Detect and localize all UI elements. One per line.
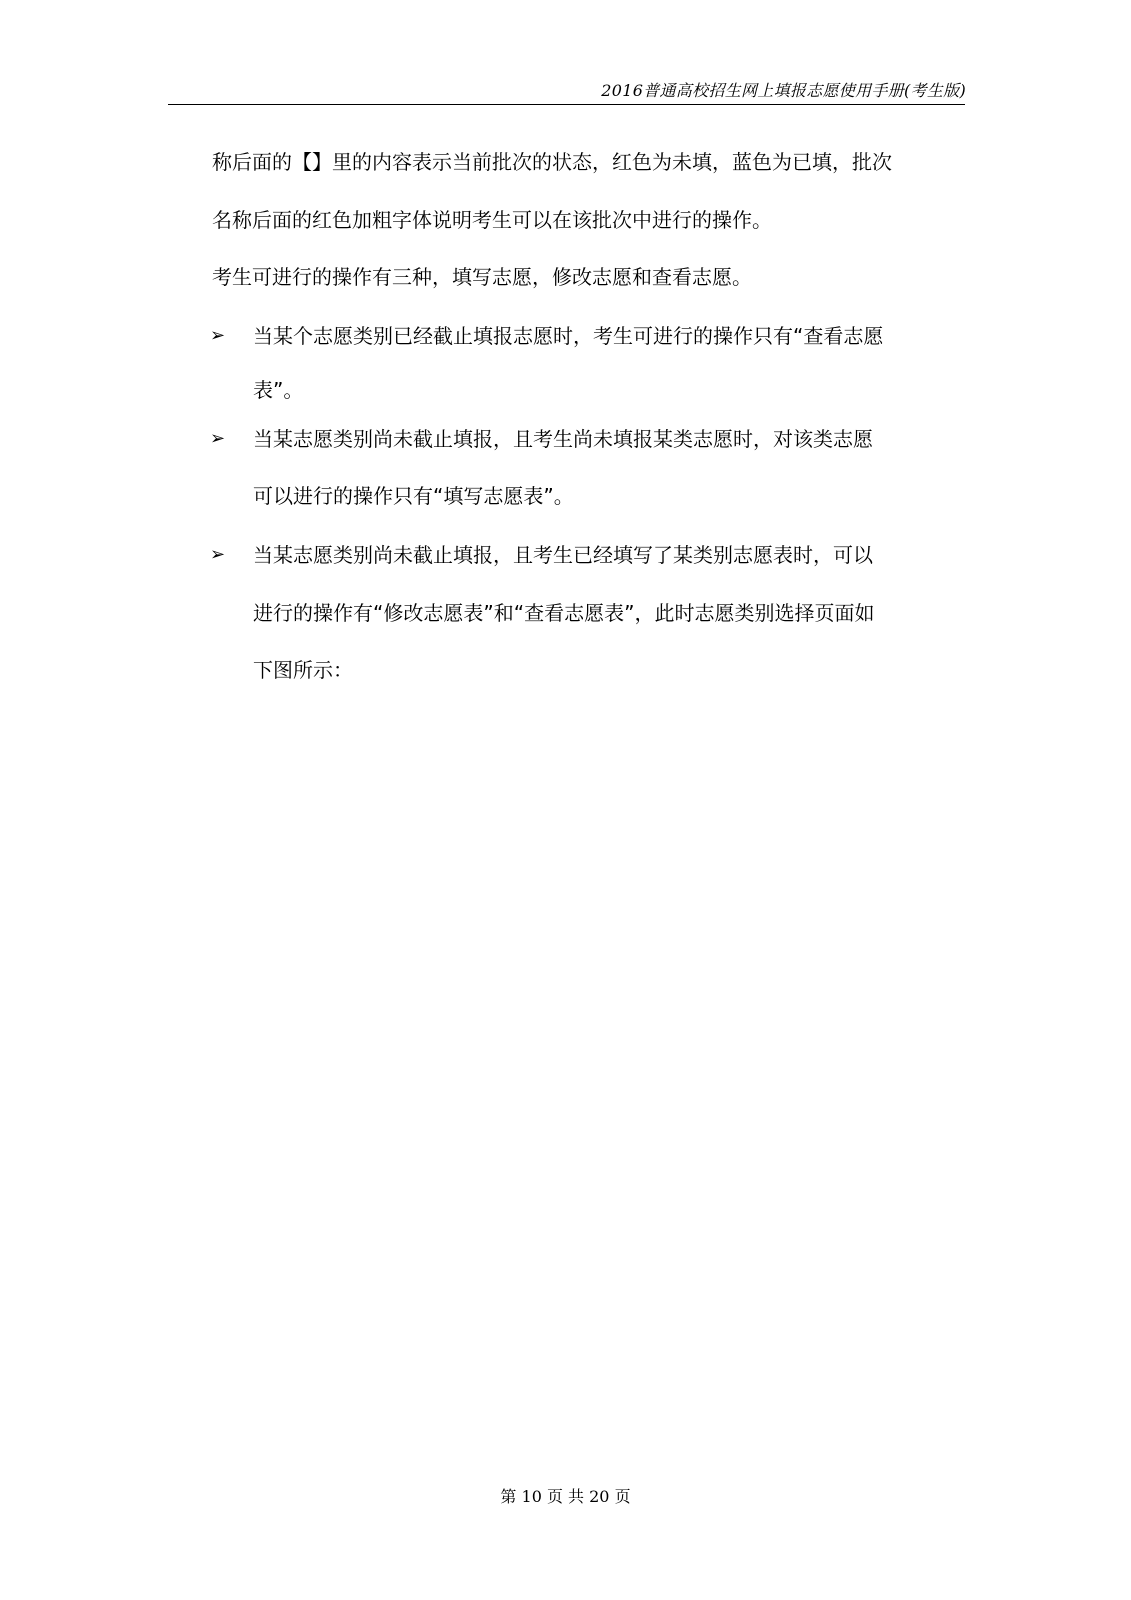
bullet-2-line-2: 可以进行的操作只有“填写志愿表”。	[253, 484, 574, 508]
paragraph-2: 考生可进行的操作有三种，填写志愿，修改志愿和查看志愿。	[212, 265, 752, 289]
bullet-1-line-2: 表”。	[253, 378, 304, 402]
bullet-3-line-3: 下图所示：	[253, 658, 353, 682]
bullet-3-line-1: 当某志愿类别尚未截止填报，且考生已经填写了某类别志愿表时，可以	[253, 543, 873, 567]
paragraph-1-line-1: 称后面的【】里的内容表示当前批次的状态，红色为未填，蓝色为已填，批次	[212, 150, 892, 174]
bullet-3-line-2: 进行的操作有“修改志愿表”和“查看志愿表”，此时志愿类别选择页面如	[253, 601, 875, 625]
running-header: 2016普通高校招生网上填报志愿使用手册(考生版)	[601, 81, 966, 100]
arrow-bullet-icon: ➢	[210, 325, 226, 346]
bullet-1-line-1: 当某个志愿类别已经截止填报志愿时，考生可进行的操作只有“查看志愿	[253, 324, 884, 348]
bullet-2-line-1: 当某志愿类别尚未截止填报，且考生尚未填报某类志愿时，对该类志愿	[253, 427, 873, 451]
page-number: 第 10 页 共 20 页	[500, 1487, 631, 1506]
arrow-bullet-icon: ➢	[210, 428, 226, 449]
paragraph-1-line-2: 名称后面的红色加粗字体说明考生可以在该批次中进行的操作。	[212, 208, 772, 232]
arrow-bullet-icon: ➢	[210, 544, 226, 565]
header-divider	[168, 104, 965, 105]
